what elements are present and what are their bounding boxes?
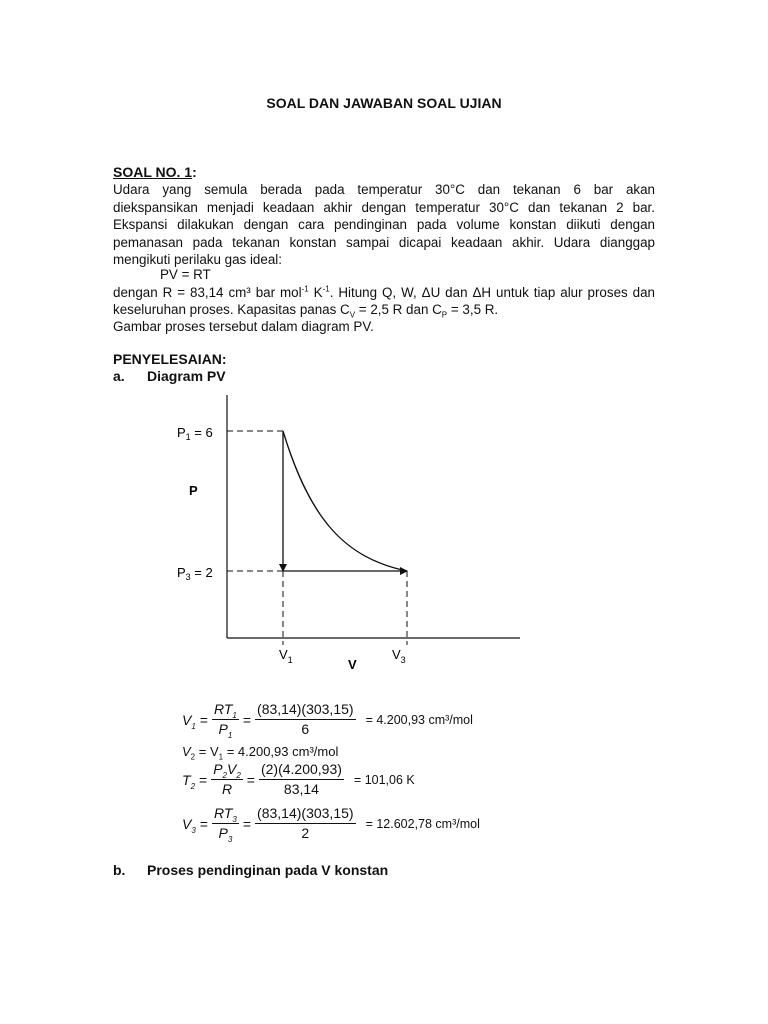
eq4-result: = 12.602,78 cm³/mol <box>365 816 480 831</box>
eq1-equals-1: = <box>199 711 208 728</box>
eq4-lhs: $V_3$ <box>182 815 196 835</box>
part-a-label: a. <box>113 368 125 384</box>
equation-t2 <box>182 760 415 799</box>
question-line-4: pemanasan pada tekanan konstan sampai dicapai keadaan akhir. Udara dianggap <box>113 235 655 250</box>
gas-constant-sup-2: -1 <box>322 284 330 294</box>
eq3-equals-2: = <box>246 771 255 788</box>
question-line-3: Ekspansi dilakukan dengan cara pendinginan pada volume konstan diikuti dengan <box>113 217 655 232</box>
part-b-title: Proses pendinginan pada V konstan <box>147 862 389 878</box>
eq3-result: = 101,06 K <box>353 772 415 787</box>
p3-label: $P_3 = 2$ <box>177 565 213 582</box>
question-line-2: diekspansikan menjadi keadaan akhir dengan temperatur 30°C dan tekanan 2 bar. <box>113 200 655 215</box>
page-title: SOAL DAN JAWABAN SOAL UJIAN <box>266 95 502 111</box>
eq4-equals-1: = <box>199 815 208 832</box>
ideal-gas-equation: PV = RT <box>160 267 211 282</box>
eq1-equals-2: = <box>242 711 252 728</box>
x-axis-label: V <box>348 657 357 672</box>
question-line-gas-constant <box>113 284 655 302</box>
pv-diagram <box>160 390 540 680</box>
question-line-draw: Gambar proses tersebut dalam diagram PV. <box>113 319 374 334</box>
y-axis-label: P <box>189 483 198 498</box>
eq1-fraction-1: $\frac{RT_1}{P_1}$ <box>213 701 237 740</box>
heat-capacity-text-b: = 2,5 R dan C <box>355 302 442 317</box>
question-heading-colon: : <box>192 164 197 180</box>
eq4-fraction-1: $\frac{RT_3}{P_3}$ <box>213 805 237 844</box>
equation-v1 <box>182 700 473 739</box>
isothermal-curve <box>283 431 407 571</box>
gas-constant-text-a: dengan R = 83,14 cm³ bar mol <box>113 285 302 300</box>
heat-capacity-text-a: keseluruhan proses. Kapasitas panas C <box>113 302 350 317</box>
eq4-equals-2: = <box>242 815 252 832</box>
eq1-result: = 4.200,93 cm³/mol <box>365 712 473 727</box>
gas-constant-text-c: . Hitung Q, W, ΔU dan ΔH untuk tiap alur proses dan <box>329 285 655 300</box>
heat-capacity-text-c: = 3,5 R. <box>447 302 499 317</box>
question-line-1: Udara yang semula berada pada temperatur 30°C dan tekanan 6 bar akan <box>113 182 655 197</box>
question-heading-text: SOAL NO. 1 <box>113 164 193 180</box>
heat-capacity-sub-1: V <box>349 310 356 320</box>
eq1-lhs: $V_1$ <box>182 711 196 731</box>
equation-v2: $V_2 = V_1 = 4.200,93$ cm³/mol <box>182 744 339 762</box>
gas-constant-sup-1: -1 <box>301 284 309 294</box>
part-b-label: b. <box>113 862 126 878</box>
heat-capacity-sub-2: P <box>441 310 448 320</box>
gas-constant-text-b: K <box>308 285 323 300</box>
v1-label: $V_1$ <box>279 647 293 665</box>
eq3-fraction-1: $\frac{P_2V_2}{R}$ <box>213 761 241 797</box>
question-line-heat-capacity <box>113 301 655 319</box>
eq3-equals-1: = <box>199 771 208 788</box>
question-line-5: mengikuti perilaku gas ideal: <box>113 252 282 267</box>
v3-label: $V_3$ <box>392 647 406 665</box>
eq3-lhs: $T_2$ <box>182 771 196 791</box>
question-heading <box>113 164 197 180</box>
eq4-fraction-2: $\frac{(83,14)(303,15)}{2}$ <box>257 805 354 841</box>
eq1-fraction-2: $\frac{(83,14)(303,15)}{6}$ <box>257 701 354 737</box>
solution-heading: PENYELESAIAN: <box>113 351 227 367</box>
p1-label: $P_1 = 6$ <box>177 425 213 442</box>
eq3-fraction-2: $\frac{(2)(4.200,93)}{83,14}$ <box>260 761 342 797</box>
part-a-title: Diagram PV <box>147 368 226 384</box>
equation-v3 <box>182 804 480 843</box>
